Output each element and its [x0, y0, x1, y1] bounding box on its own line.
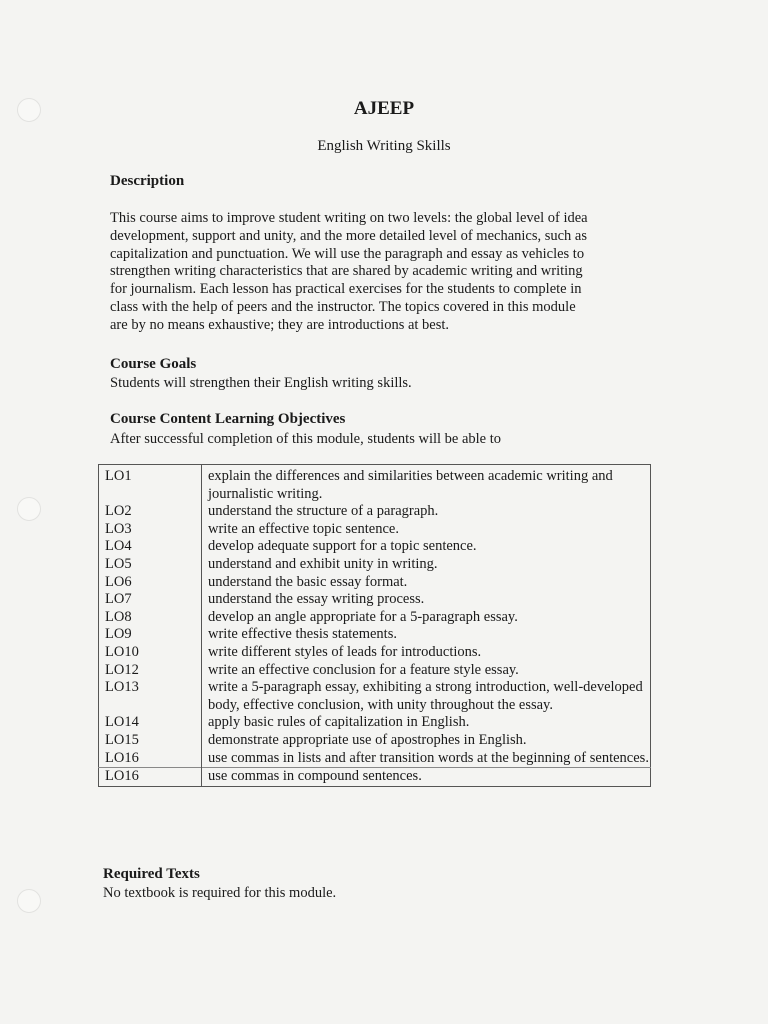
objective-code: LO2: [99, 503, 202, 521]
objective-text: write a 5-paragraph essay, exhibiting a strong introduction, well-developed body, effective conclusion, with unity throughout the essay.: [208, 679, 643, 713]
objectives-table: [98, 464, 651, 787]
objective-code: LO13: [99, 679, 202, 714]
objective-code: LO7: [99, 591, 202, 609]
objective-code: LO5: [99, 556, 202, 574]
table-row: [99, 644, 651, 662]
description-line: are by no means exhaustive; they are introductions at best.: [110, 316, 450, 333]
objective-text: understand the basic essay format.: [208, 573, 408, 590]
objective-text: demonstrate appropriate use of apostrophes in English.: [208, 731, 527, 748]
objective-code: LO10: [99, 644, 202, 662]
objective-text: write an effective topic sentence.: [208, 520, 399, 537]
objective-text: develop an angle appropriate for a 5-paragraph essay.: [208, 608, 518, 625]
objective-text: apply basic rules of capitalization in English.: [208, 714, 470, 731]
objective-code: LO16: [99, 768, 202, 787]
objective-code: LO6: [99, 574, 202, 592]
objective-text: write an effective conclusion for a feature style essay.: [208, 661, 519, 678]
table-row: [99, 609, 651, 627]
table-row: [99, 556, 651, 574]
objective-text: use commas in compound sentences.: [202, 768, 651, 787]
objective-code: LO3: [99, 521, 202, 539]
table-row: [99, 538, 651, 556]
table-row: [99, 574, 651, 592]
table-row: [99, 662, 651, 680]
table-row: [99, 503, 651, 521]
objective-text: explain the differences and similarities between academic writing and journalistic writing.: [208, 468, 613, 502]
table-row: [99, 521, 651, 539]
description-line: for journalism. Each lesson has practical exercises for the students to complete in: [110, 281, 582, 298]
objective-code: LO8: [99, 609, 202, 627]
description-line: development, support and unity, and the more detailed level of mechanics, such as: [110, 227, 588, 244]
objective-code: LO16: [99, 750, 202, 768]
objective-text: write different styles of leads for introductions.: [208, 643, 482, 660]
objective-text: understand the essay writing process.: [208, 591, 425, 608]
table-row: [99, 626, 651, 644]
required-texts-heading: Required Texts: [103, 866, 200, 882]
description-line: class with the help of peers and the instructor. The topics covered in this module: [110, 298, 576, 315]
objective-code: LO4: [99, 538, 202, 556]
document-subtitle: English Writing Skills: [317, 138, 451, 154]
table-row: [99, 732, 651, 750]
objective-code: LO9: [99, 626, 202, 644]
objective-code: LO1: [99, 465, 202, 504]
objective-text: use commas in lists and after transition words at the beginning of sentences.: [208, 749, 649, 766]
objective-text: write effective thesis statements.: [208, 626, 397, 643]
document-title: AJEEP: [353, 98, 415, 119]
objectives-heading: Course Content Learning Objectives: [110, 411, 346, 427]
description-heading: Description: [110, 173, 185, 189]
course-goals-heading: Course Goals: [110, 356, 197, 372]
description-line: strengthen writing characteristics that are shared by academic writing and writing: [110, 263, 583, 280]
required-texts-text: No textbook is required for this module.: [103, 885, 337, 901]
objective-code: LO15: [99, 732, 202, 750]
course-goals-text: Students will strengthen their English writing skills.: [110, 375, 412, 391]
objective-text: understand and exhibit unity in writing.: [208, 555, 438, 572]
objective-code: LO12: [99, 662, 202, 680]
table-row: [99, 465, 651, 504]
table-row: [99, 679, 651, 714]
punch-hole-middle: [17, 497, 41, 521]
objectives-intro: After successful completion of this module, students will be able to: [110, 431, 502, 447]
objective-text: understand the structure of a paragraph.: [208, 503, 439, 520]
objective-text: develop adequate support for a topic sentence.: [208, 538, 477, 555]
table-row: [99, 714, 651, 732]
description-line: This course aims to improve student writing on two levels: the global level of idea: [110, 210, 588, 226]
description-line: capitalization and punctuation. We will use the paragraph and essay as vehicles to: [110, 245, 585, 262]
table-row: [99, 768, 651, 787]
table-row: [99, 591, 651, 609]
table-row: [99, 750, 651, 768]
description-paragraph: [110, 210, 630, 335]
objective-code: LO14: [99, 714, 202, 732]
punch-hole-bottom: [17, 889, 41, 913]
